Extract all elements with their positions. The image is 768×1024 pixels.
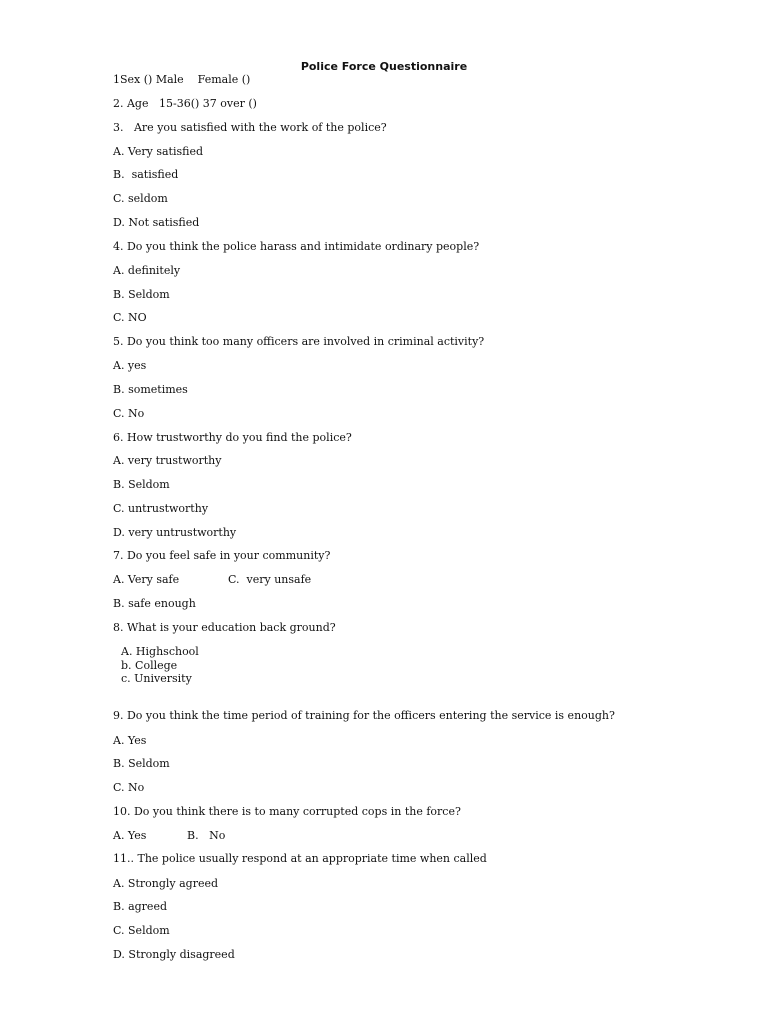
answer-option: C. untrustworthy xyxy=(113,502,209,515)
answer-option: B. safe enough xyxy=(113,597,196,610)
answer-option: B. Seldom xyxy=(113,288,170,301)
answer-option: B. Seldom xyxy=(113,757,170,770)
answer-option: D. Not satisfied xyxy=(113,216,200,229)
answer-option: D. Strongly disagreed xyxy=(113,948,235,961)
answer-option: C. very unsafe xyxy=(228,573,312,586)
answer-option: A. Yes xyxy=(113,734,147,747)
answer-option: C. No xyxy=(113,407,145,420)
answer-option: C. seldom xyxy=(113,192,168,205)
answer-option: B. No xyxy=(187,829,226,842)
question-1: 1Sex () Male Female () xyxy=(113,73,251,86)
answer-option: b. College xyxy=(121,659,178,672)
answer-option: A. definitely xyxy=(113,264,181,277)
answer-option: A. Very safe xyxy=(113,573,180,586)
answer-option: c. University xyxy=(121,672,192,685)
question-4: 4. Do you think the police harass and intimidate ordinary people? xyxy=(113,240,480,253)
question-8: 8. What is your education back ground? xyxy=(113,621,336,634)
question-11: 11.. The police usually respond at an appropriate time when called xyxy=(113,852,487,865)
answer-option: A. Yes xyxy=(113,829,147,842)
question-10: 10. Do you think there is to many corrupted cops in the force? xyxy=(113,805,461,818)
answer-option: C. Seldom xyxy=(113,924,170,937)
answer-option: A. Strongly agreed xyxy=(113,877,219,890)
answer-option: A. Very satisfied xyxy=(113,145,204,158)
answer-option: C. NO xyxy=(113,311,147,324)
answer-option: A. yes xyxy=(113,359,147,372)
question-9: 9. Do you think the time period of training for the officers entering the service is enough? xyxy=(113,709,615,722)
answer-option: A. very trustworthy xyxy=(113,454,222,467)
answer-option: B. Seldom xyxy=(113,478,170,491)
answer-option: C. No xyxy=(113,781,145,794)
question-2: 2. Age 15-36() 37 over () xyxy=(113,97,257,110)
question-7: 7. Do you feel safe in your community? xyxy=(113,549,331,562)
question-3: 3. Are you satisfied with the work of the police? xyxy=(113,121,387,134)
answer-option: B. agreed xyxy=(113,900,167,913)
answer-option: D. very untrustworthy xyxy=(113,526,237,539)
answer-option: B. sometimes xyxy=(113,383,188,396)
answer-option: B. satisfied xyxy=(113,168,179,181)
question-5: 5. Do you think too many officers are involved in criminal activity? xyxy=(113,335,485,348)
document-title: Police Force Questionnaire xyxy=(300,60,468,73)
answer-option: A. Highschool xyxy=(121,645,199,658)
question-6: 6. How trustworthy do you find the police? xyxy=(113,431,352,444)
